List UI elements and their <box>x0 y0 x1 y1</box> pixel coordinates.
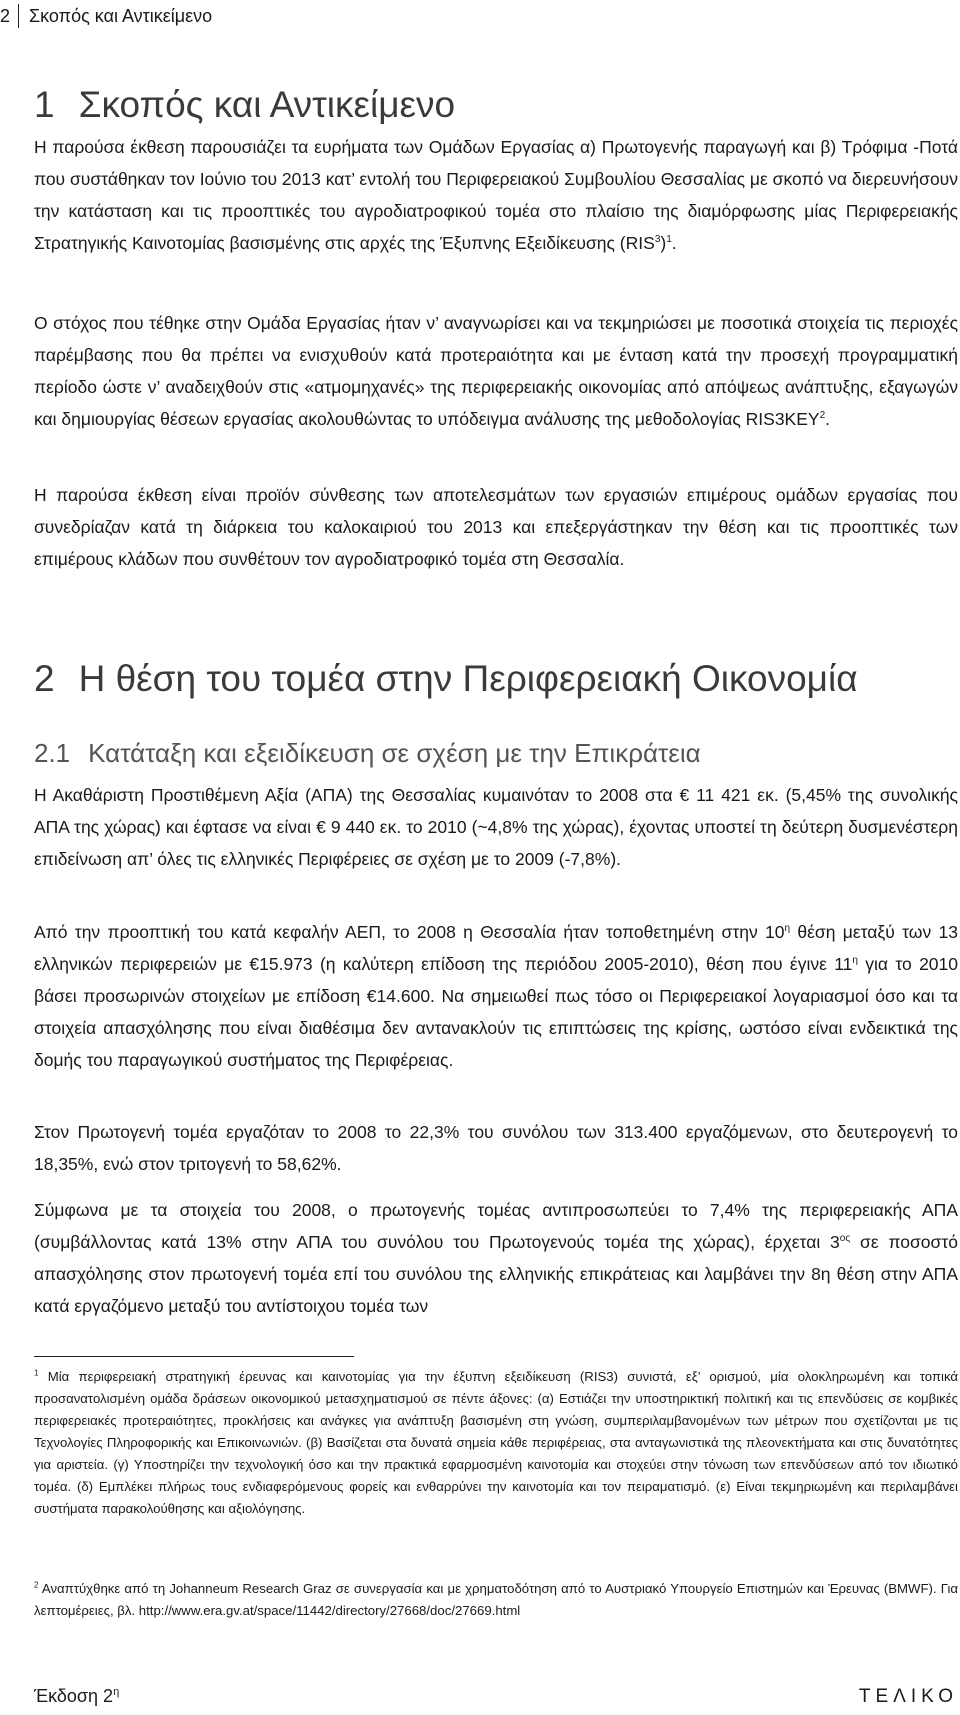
running-header <box>0 2 212 30</box>
section-1-heading <box>34 84 455 126</box>
footnote-2: $^2$ Αναπτύχθηκε από τη Johanneum Research Graz σε συνεργασία και με χρηματοδότηση από το Αυστριακό Υπουργείο Επιστημών και Έρευνας (BMWF). Για λεπτομέρειες, βλ. http://www.era.gv.at/space/11442/directory/27668/doc/27669.html <box>34 1580 958 1618</box>
section-1-number: 1 <box>34 84 55 125</box>
footnote-ref-2[interactable]: 2 <box>819 410 826 422</box>
paragraph-7: Σύμφωνα με τα στοιχεία του 2008, ο πρωτογενής τομέας αντιπροσωπεύει το 7,4% της περιφερειακής ΑΠΑ (συμβάλλοντας κατά 13% στην ΑΠΑ του συνόλου του Πρωτογενούς τομέα της χώρας), έρχεται $3^{o\varsigma}$ σε ποσοστό απασχόλησης στον πρωτογενή τομέα επί του συνόλου της ελληνικής επικράτειας και λαμβάνει την 8η θέση στην ΑΠΑ κατά εργαζόμενο μεταξύ του αντίστοιχου τομέα των <box>34 1200 958 1316</box>
paragraph-1: Η παρούσα έκθεση παρουσιάζει τα ευρήματα των Ομάδων Εργασίας α) Πρωτογενής παραγωγή και β) Τρόφιμα -Ποτά που συστάθηκαν τον Ιούνιο του 2013 κατ’ εντολή του Περιφερειακού Συμβουλίου Θεσσαλίας με σκοπό να διερευνήσουν την κατάσταση και τις προοπτικές του αγροδιατροφικού τομέα στο πλαίσιο της διαμόρφωσης μίας Περιφερειακής Στρατηγικής Καινοτομίας βασισμένης στις αρχές της Έξυπνης Εξειδίκευσης $(RIS^3)^1$. <box>34 137 958 253</box>
paragraph-5: Από την προοπτική του κατά κεφαλήν ΑΕΠ, το 2008 η Θεσσαλία ήταν τοποθετημένη στην $10^\eta$ θέση μεταξύ των 13 ελληνικών περιφερειών με €15.973 (η καλύτερη επίδοση της περιόδου 2005-2010), θέση που έγινε $11^\eta$ για το 2010 βάσει προσωρινών στοιχείων με επίδοση €14.600. Να σημειωθεί πως τόσο οι Περιφερειακοί λογαριασμοί όσο και τα στοιχεία απασχόλησης που είναι διαθέσιμα δεν αντανακλούν τις επιπτώσεις της κρίσης, ωστόσο είναι ενδεικτικά της δομής του παραγωγικού συστήματος της Περιφέρειας. <box>34 922 959 1070</box>
section-2-title: Η θέση του τομέα στην Περιφερειακή Οικονομία <box>78 658 858 699</box>
section-2-number: 2 <box>34 658 55 699</box>
section-2-heading <box>34 658 858 700</box>
footer-edition: Έκδοση $2^\eta$ <box>34 1686 120 1706</box>
paragraph-3: Η παρούσα έκθεση είναι προϊόν σύνθεσης των αποτελεσμάτων των εργασιών επιμέρους ομάδων εργασίας που συνεδρίαζαν κατά τη διάρκεια του καλοκαιριού του 2013 και επεξεργάστηκαν την θέση και τις προοπτικές των επιμέρους κλάδων που συνθέτουν τον αγροδιατροφικό τομέα στη Θεσσαλία. <box>34 485 958 569</box>
running-title: Σκοπός και Αντικείμενο <box>29 5 213 26</box>
subsection-2-1-title: Κατάταξη και εξειδίκευση σε σχέση με την Επικράτεια <box>88 738 701 768</box>
footnote-2-mark: 2 <box>34 1580 39 1590</box>
section-1-title: Σκοπός και Αντικείμενο <box>78 84 456 125</box>
footnote-1-mark: 1 <box>34 1368 39 1378</box>
footnote-1: $^1$ Μία περιφερειακή στρατηγική έρευνας και καινοτομίας για την έξυπνη εξειδίκευση (RIS3) συνιστά, εξ’ ορισμού, μία ολοκληρωμένη και τοπικά προσανατολισμένη ομάδα δράσεων οικονομικού μετασχηματισμού σε πέντε άξονες: (α) Εστιάζει την υποστηρικτική πολιτική και τις επενδύσεις σε κομβικές περιφερειακές προτεραιότητες, προκλήσεις και ανάγκες για ανάπτυξη βασισμένη στη γνώση, συμπεριλαμβανομένων των μέτρων που σχετίζονται με τις Τεχνολογίες Πληροφορικής και Επικοινωνιών. (β) Βασίζεται στα δυνατά σημεία κάθε περιφέρειας, στα ανταγωνιστικά της πλεονεκτήματα και στις δυνατότητες για αριστεία. (γ) Υποστηρίζει την τεχνολογική όσο και την πρακτικά εφαρμοσμένη καινοτομία και στοχεύει στην τόνωση των επενδύσεων από τον ιδιωτικό τομέα. (δ) Εμπλέκει πλήρως τους ενδιαφερόμενους φορείς και ενθαρρύνει την καινοτομία και τον πειραματισμό. (ε) Είναι τεκμηριωμένη και περιλαμβάνει συστήματα παρακολούθησης και αξιολόγησης. <box>34 1368 958 1516</box>
subsection-2-1-number: 2.1 <box>34 738 71 768</box>
subsection-2-1-heading <box>34 738 701 769</box>
page-number: 2 <box>0 4 19 28</box>
paragraph-2: Ο στόχος που τέθηκε στην Ομάδα Εργασίας ήταν ν’ αναγνωρίσει και να τεκμηριώσει με ποσοτικά στοιχεία τις περιοχές παρέμβασης που θα πρέπει να ενισχυθούν κατά προτεραιότητα και με ένταση κατά την προσεχή προγραμματική περίοδο ώστε ν’ αναδειχθούν στις «ατμομηχανές» της περιφερειακής οικονομίας από απόψεως ανάπτυξης, εξαγωγών και δημιουργίας θέσεων εργασίας ακολουθώντας το υπόδειγμα ανάλυσης της μεθοδολογίας RIS3KEY$^2$. <box>34 313 958 429</box>
footer-status: ΤΕΛΙΚΟ <box>858 1686 958 1707</box>
footnote-separator <box>34 1356 354 1357</box>
paragraph-4: Η Ακαθάριστη Προστιθέμενη Αξία (ΑΠΑ) της Θεσσαλίας κυμαινόταν το 2008 στα € 11 421 εκ. (5,45% της συνολικής ΑΠΑ της χώρας) και έφτασε να είναι € 9 440 εκ. το 2010 (~4,8% της χώρας), έχοντας υποστεί τη δεύτερη δυσμενέστερη επιδείνωση απ’ όλες τις ελληνικές Περιφέρειες σε σχέση με το 2009 (-7,8%). <box>34 785 958 869</box>
paragraph-6: Στον Πρωτογενή τομέα εργαζόταν το 2008 το 22,3% του συνόλου των 313.400 εργαζόμενων, στο δευτερογενή το 18,35%, ενώ στον τριτογενή το 58,62%. <box>34 1122 958 1174</box>
footnote-ref-1[interactable]: 1 <box>666 234 672 246</box>
